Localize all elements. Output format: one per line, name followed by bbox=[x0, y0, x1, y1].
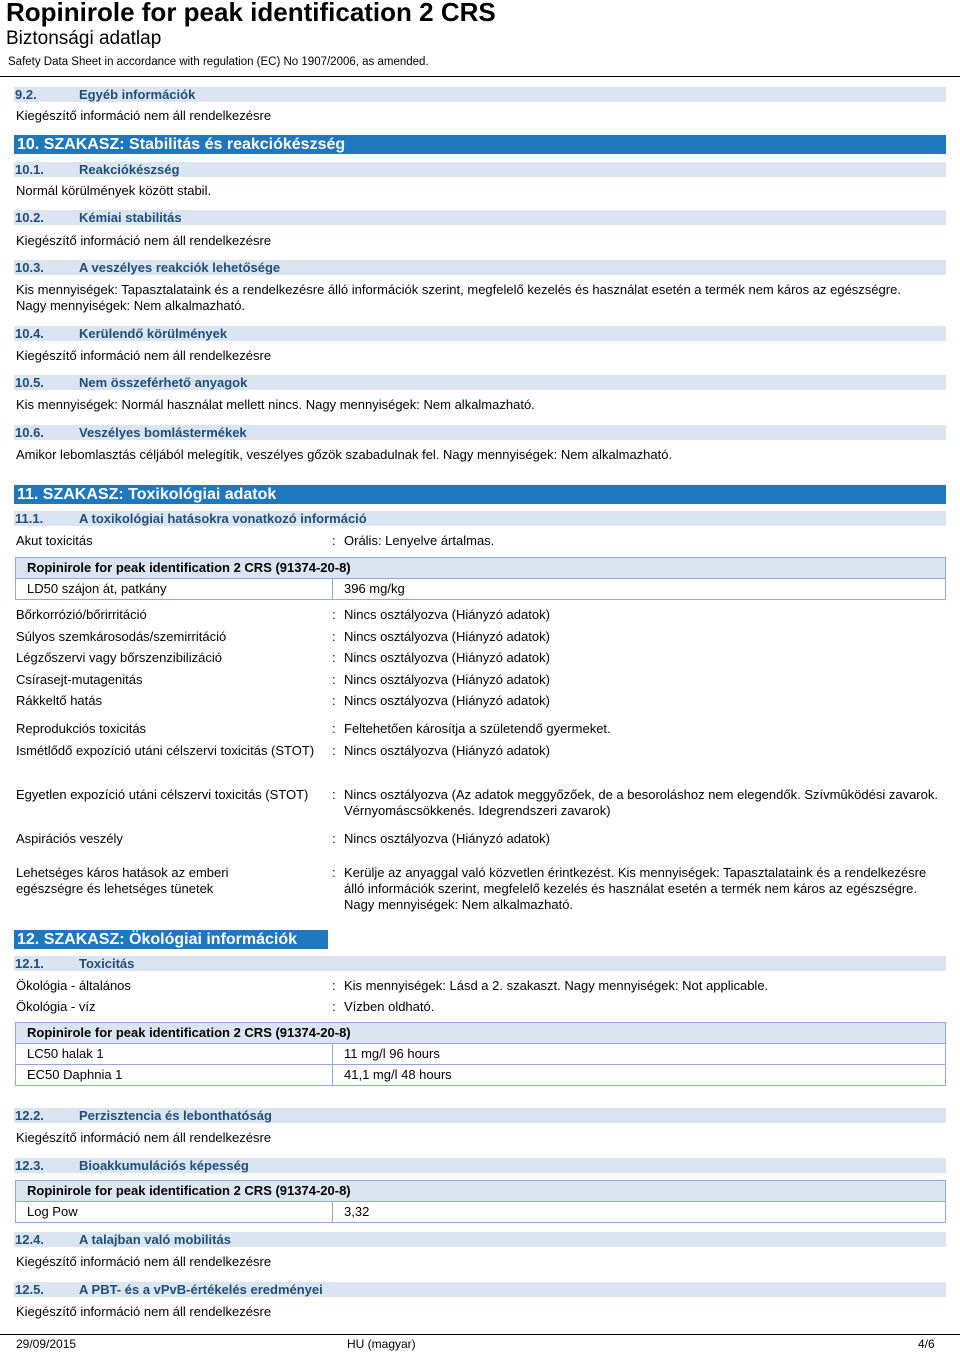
table-header: Ropinirole for peak identification 2 CRS (91374-20-8) bbox=[16, 1181, 946, 1202]
colon: : bbox=[332, 629, 336, 644]
footer-page-number: 4/6 bbox=[918, 1337, 935, 1351]
subsection-title: Egyéb információk bbox=[79, 87, 196, 102]
footer-language: HU (magyar) bbox=[347, 1337, 416, 1351]
subsection-12-2-header bbox=[14, 1108, 946, 1123]
colon: : bbox=[332, 743, 336, 758]
subsection-title: A talajban való mobilitás bbox=[79, 1232, 231, 1247]
subsection-10-4-header bbox=[14, 326, 946, 341]
subsection-12-3-header bbox=[14, 1158, 946, 1173]
document-title: Ropinirole for peak identification 2 CRS bbox=[6, 0, 496, 27]
prop-label: Csírasejt-mutagenitás bbox=[16, 672, 143, 687]
subsection-number: 12.4. bbox=[15, 1232, 44, 1247]
subsection-number: 10.6. bbox=[15, 425, 44, 440]
regulation-note: Safety Data Sheet in accordance with regulation (EC) No 1907/2006, as amended. bbox=[8, 56, 429, 68]
subsection-title: Kémiai stabilitás bbox=[79, 210, 182, 225]
subsection-number: 9.2. bbox=[15, 87, 37, 102]
footer-divider bbox=[0, 1334, 960, 1335]
ld50-table bbox=[15, 557, 946, 600]
subsection-12-5-text: Kiegészítő információ nem áll rendelkezésre bbox=[16, 1304, 272, 1319]
aquatic-toxicity-table bbox=[15, 1022, 946, 1086]
table-cell-value: 3,32 bbox=[333, 1202, 946, 1223]
table-cell-key: LC50 halak 1 bbox=[16, 1044, 333, 1065]
subsection-number: 12.3. bbox=[15, 1158, 44, 1173]
subsection-10-6-text: Amikor lebomlasztás céljából melegítik, veszélyes gőzök szabadulnak fel. Nagy mennyiségek: Nem alkalmazható. bbox=[16, 447, 673, 462]
prop-value: Nincs osztályozva (Hiányzó adatok) bbox=[344, 629, 550, 644]
subsection-12-5-header bbox=[14, 1282, 946, 1297]
subsection-12-1-header bbox=[14, 956, 946, 971]
subsection-title: Nem összeférhető anyagok bbox=[79, 375, 248, 390]
section-11-header bbox=[14, 485, 946, 504]
subsection-12-4-header bbox=[14, 1232, 946, 1247]
subsection-number: 10.5. bbox=[15, 375, 44, 390]
colon: : bbox=[332, 607, 336, 622]
prop-label: Súlyos szemkárosodás/szemirritáció bbox=[16, 629, 227, 644]
prop-label: Bőrkorrózió/bőrirritáció bbox=[16, 607, 147, 622]
table-cell-key: EC50 Daphnia 1 bbox=[16, 1065, 333, 1086]
footer-date: 29/09/2015 bbox=[16, 1337, 77, 1351]
table-row bbox=[16, 1044, 946, 1065]
prop-label: Aspirációs veszély bbox=[16, 831, 123, 846]
subsection-title: A toxikológiai hatásokra vonatkozó információ bbox=[79, 511, 367, 526]
table-row bbox=[16, 1202, 946, 1223]
prop-value: Nincs osztályozva (Hiányzó adatok) bbox=[344, 607, 550, 622]
colon: : bbox=[332, 650, 336, 665]
prop-value: Feltehetően károsítja a születendő gyermeket. bbox=[344, 721, 611, 736]
subsection-9-2-text: Kiegészítő információ nem áll rendelkezésre bbox=[16, 108, 272, 123]
subsection-10-2-header bbox=[14, 210, 946, 225]
colon: : bbox=[332, 721, 336, 736]
subsection-10-1-header bbox=[14, 162, 946, 177]
prop-value: Nincs osztályozva (Hiányzó adatok) bbox=[344, 672, 550, 687]
subsection-10-4-text: Kiegészítő információ nem áll rendelkezésre bbox=[16, 348, 272, 363]
colon: : bbox=[332, 693, 336, 708]
subsection-10-5-header bbox=[14, 375, 946, 390]
section-title: 12. SZAKASZ: Ökológiai információk bbox=[17, 931, 298, 948]
subsection-title: A veszélyes reakciók lehetősége bbox=[79, 260, 281, 275]
table-header: Ropinirole for peak identification 2 CRS (91374-20-8) bbox=[16, 1023, 946, 1044]
eco-label: Ökológia - általános bbox=[16, 978, 131, 993]
subsection-number: 12.2. bbox=[15, 1108, 44, 1123]
prop-value: Nincs osztályozva (Hiányzó adatok) bbox=[344, 693, 550, 708]
subsection-number: 10.1. bbox=[15, 162, 44, 177]
subsection-10-1-text: Normál körülmények között stabil. bbox=[16, 183, 212, 198]
prop-label: Reprodukciós toxicitás bbox=[16, 721, 147, 736]
prop-label: Lehetséges káros hatások az emberi egészségre és lehetséges tünetek bbox=[16, 865, 229, 896]
subsection-number: 11.1. bbox=[15, 511, 44, 526]
subsection-10-6-header bbox=[14, 425, 946, 440]
table-header: Ropinirole for peak identification 2 CRS (91374-20-8) bbox=[16, 558, 946, 579]
colon: : bbox=[332, 999, 336, 1014]
subsection-10-5-text: Kis mennyiségek: Normál használat mellett nincs. Nagy mennyiségek: Nem alkalmazható. bbox=[16, 397, 535, 412]
subsection-title: Toxicitás bbox=[79, 956, 135, 971]
eco-value: Vízben oldható. bbox=[344, 999, 435, 1014]
subsection-10-2-text: Kiegészítő információ nem áll rendelkezésre bbox=[16, 233, 272, 248]
subsection-title: A PBT- és a vPvB-értékelés eredményei bbox=[79, 1282, 323, 1297]
prop-value: Nincs osztályozva (Hiányzó adatok) bbox=[344, 831, 550, 846]
acute-toxicity-value: Orális: Lenyelve ártalmas. bbox=[344, 533, 495, 548]
subsection-title: Perzisztencia és lebonthatóság bbox=[79, 1108, 272, 1123]
prop-value: Nincs osztályozva (Hiányzó adatok) bbox=[344, 743, 550, 758]
subsection-10-3-header bbox=[14, 260, 946, 275]
subsection-12-4-text: Kiegészítő információ nem áll rendelkezésre bbox=[16, 1254, 272, 1269]
subsection-number: 12.5. bbox=[15, 1282, 44, 1297]
colon: : bbox=[332, 672, 336, 687]
subsection-title: Bioakkumulációs képesség bbox=[79, 1158, 249, 1173]
subsection-12-2-text: Kiegészítő információ nem áll rendelkezésre bbox=[16, 1130, 272, 1145]
section-title: 11. SZAKASZ: Toxikológiai adatok bbox=[17, 486, 277, 503]
prop-label: Egyetlen expozíció utáni célszervi toxicitás (STOT) bbox=[16, 787, 309, 802]
colon: : bbox=[332, 865, 336, 880]
prop-label: Rákkeltő hatás bbox=[16, 693, 102, 708]
colon: : bbox=[332, 831, 336, 846]
acute-toxicity-label: Akut toxicitás bbox=[16, 533, 93, 548]
document-subtitle: Biztonsági adatlap bbox=[6, 28, 162, 49]
prop-value: Nincs osztályozva (Hiányzó adatok) bbox=[344, 650, 550, 665]
prop-value: Kerülje az anyaggal való közvetlen érintkezést. Kis mennyiségek: Tapasztalataink és a rendelkezésre álló információk szerint, megfelelő kezelés és használat esetén a termék nem káros az egészségre. Nagy mennyiségek: Nem alkalmazható. bbox=[344, 865, 927, 912]
section-12-header bbox=[14, 930, 328, 949]
table-cell-value: 41,1 mg/l 48 hours bbox=[333, 1065, 946, 1086]
table-cell-value: 11 mg/l 96 hours bbox=[333, 1044, 946, 1065]
table-cell-key: Log Pow bbox=[16, 1202, 333, 1223]
prop-label: Ismétlődő expozíció utáni célszervi toxicitás (STOT) bbox=[16, 743, 315, 758]
colon: : bbox=[332, 978, 336, 993]
table-row bbox=[16, 1065, 946, 1086]
section-title: 10. SZAKASZ: Stabilitás és reakciókészség bbox=[17, 136, 346, 153]
eco-label: Ökológia - víz bbox=[16, 999, 96, 1014]
subsection-title: Reakciókészség bbox=[79, 162, 180, 177]
subsection-number: 10.4. bbox=[15, 326, 44, 341]
section-10-header bbox=[14, 135, 946, 154]
table-cell-key: LD50 szájon át, patkány bbox=[16, 579, 333, 600]
prop-value: Nincs osztályozva (Az adatok meggyőzőek, de a besoroláshoz nem elegendők. Szívmûködési zavarok. Vérnyomáscsökkenés. Idegrendszeri zavarok) bbox=[344, 787, 938, 818]
subsection-number: 12.1. bbox=[15, 956, 44, 971]
table-cell-value: 396 mg/kg bbox=[333, 579, 946, 600]
prop-label: Légzőszervi vagy bőrszenzibilizáció bbox=[16, 650, 222, 665]
subsection-number: 10.3. bbox=[15, 260, 44, 275]
colon: : bbox=[332, 533, 336, 548]
header-divider bbox=[0, 76, 960, 77]
subsection-number: 10.2. bbox=[15, 210, 44, 225]
bioaccumulation-table bbox=[15, 1180, 946, 1223]
subsection-title: Veszélyes bomlástermékek bbox=[79, 425, 247, 440]
colon: : bbox=[332, 787, 336, 802]
subsection-9-2-header bbox=[14, 87, 946, 102]
subsection-10-3-text: Kis mennyiségek: Tapasztalataink és a rendelkezésre álló információk szerint, megfelelő kezelés és használat esetén a termék nem káros az egészségre. Nagy mennyiségek: Nem alkalmazható. bbox=[16, 282, 901, 313]
eco-value: Kis mennyiségek: Lásd a 2. szakaszt. Nagy mennyiségek: Not applicable. bbox=[344, 978, 769, 993]
subsection-11-1-header bbox=[14, 511, 946, 526]
table-row bbox=[16, 579, 946, 600]
subsection-title: Kerülendő körülmények bbox=[79, 326, 228, 341]
